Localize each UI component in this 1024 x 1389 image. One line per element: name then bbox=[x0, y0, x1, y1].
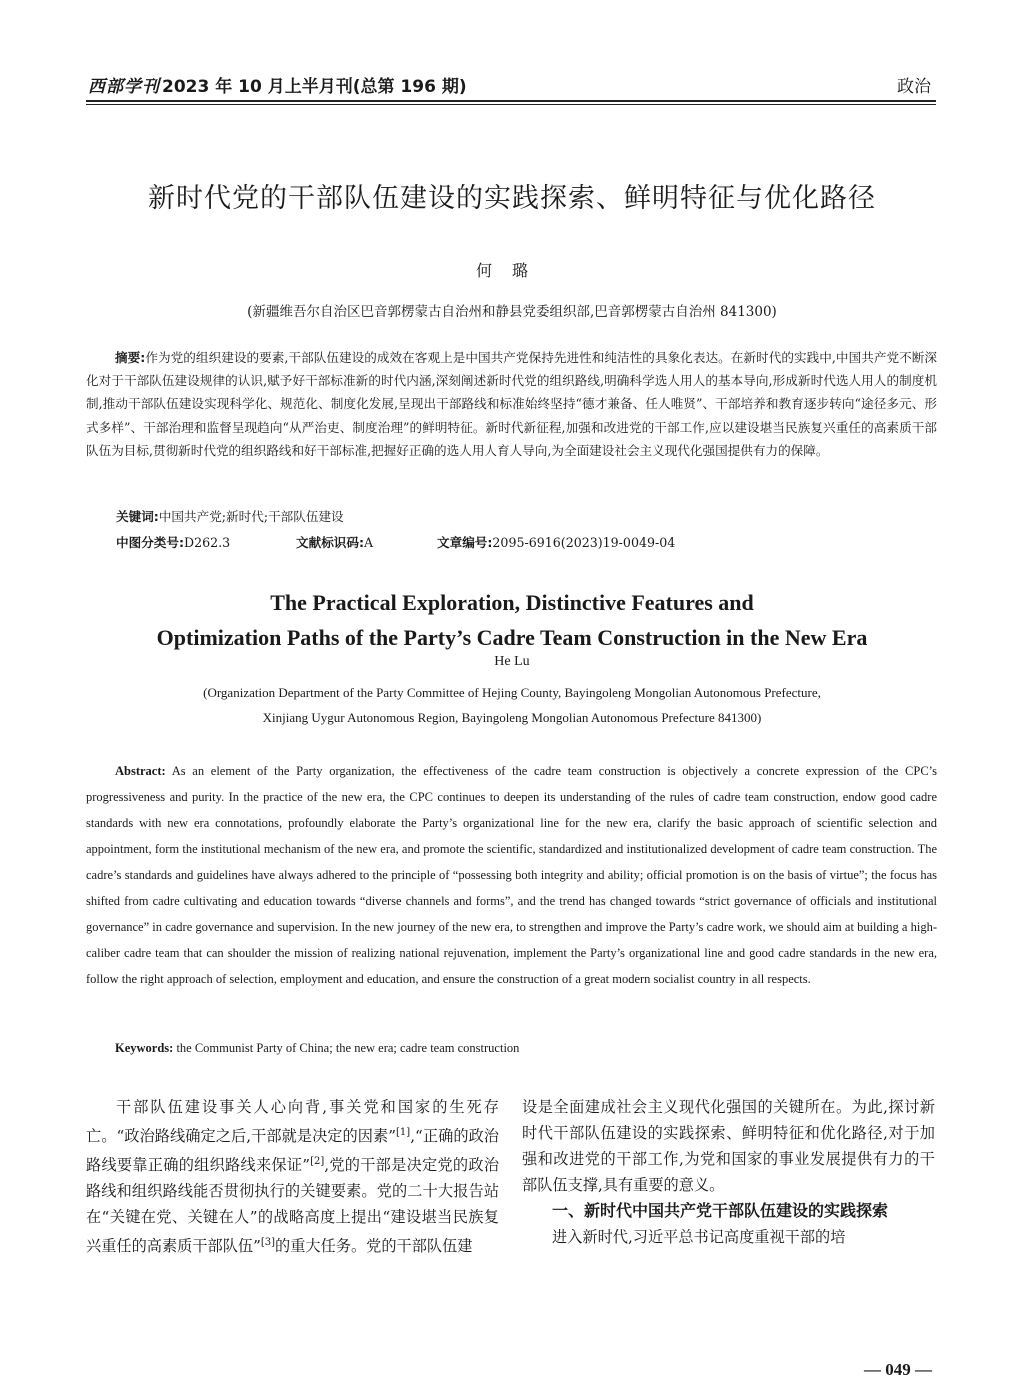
keywords-en-text: the Communist Party of China; the new era; cadre team construction bbox=[176, 1041, 520, 1055]
article-number bbox=[437, 532, 675, 551]
affiliation-en bbox=[0, 680, 1024, 730]
body-text: ,党的干部是决定党的政治路线和组织路线能否贯彻执行的关键要素。党的二十大报告站在“关键在党、关键在人”的战略高度上提出“建设堪当民族复兴重任的高素质干部队伍” bbox=[86, 1156, 500, 1256]
article-title-cn: 新时代党的干部队伍建设的实践探索、鲜明特征与优化路径 bbox=[148, 183, 876, 214]
journal-issue: 2023 年 10 月上半月刊(总第 196 期) bbox=[162, 77, 467, 97]
citation-ref: [1] bbox=[396, 1127, 411, 1138]
abstract-en bbox=[86, 758, 937, 992]
body-text: 干部队伍建设事关人心向背,事关党和国家的生死存亡。“政治路线确定之后,干部就是决定的因素” bbox=[86, 1098, 499, 1146]
body-text: 的重大任务。党的干部队伍建 bbox=[275, 1237, 473, 1256]
keywords-en-label: Keywords: bbox=[115, 1041, 174, 1055]
journal-header bbox=[88, 72, 467, 97]
author-en: He Lu bbox=[494, 654, 530, 669]
header-rule-thin bbox=[86, 104, 936, 105]
header-rule bbox=[86, 100, 936, 102]
section-label: 政治 bbox=[897, 77, 931, 97]
abstract-cn-text: 作为党的组织建设的要素,干部队伍建设的成效在客观上是中国共产党保持先进性和纯洁性的具象化表达。在新时代的实践中,中国共产党不断深化对于干部队伍建设规律的认识,赋予好干部标准新的时代内涵,深刻阐述新时代党的组织路线,明确科学选人用人的基本导向,形成新时代选人用人的制度机制,推动干部队伍建设实现科学化、规范化、制度化发展,呈现出干部路线和标准始终坚持“德才兼备、任人唯贤”、干部培养和教育逐步转向“途径多元、形式多样”、干部治理和监督呈现趋向“从严治吏、制度治理”的鲜明特征。新时代新征程,加强和改进党的干部工作,应以建设堪当民族复兴重任的高素质干部队伍为目标,贯彻新时代党的组织路线和好干部标准,把握好正确的选人用人育人导向,为全面建设社会主义现代化强国提供有力的保障。 bbox=[86, 350, 937, 458]
title-en-line1: The Practical Exploration, Distinctive Features and bbox=[270, 590, 754, 615]
document-code bbox=[296, 532, 373, 551]
citation-ref: [2] bbox=[310, 1156, 325, 1168]
abstract-cn bbox=[86, 346, 937, 462]
journal-brand: 西部学刊 bbox=[88, 77, 160, 97]
abstract-en-label: Abstract: bbox=[115, 764, 166, 778]
body-column-right bbox=[522, 1094, 935, 1250]
keywords-cn-text: 中国共产党;新时代;干部队伍建设 bbox=[158, 509, 344, 524]
section-heading: 一、新时代中国共产党干部队伍建设的实践探索 bbox=[552, 1201, 889, 1220]
title-en-line2: Optimization Paths of the Party’s Cadre Team Construction in the New Era bbox=[156, 625, 868, 650]
clc-label: 中图分类号: bbox=[116, 535, 185, 550]
doc-label: 文献标识码: bbox=[296, 535, 365, 550]
art-value: 2095-6916(2023)19-0049-04 bbox=[492, 535, 676, 550]
keywords-cn-label: 关键词: bbox=[116, 509, 159, 524]
citation-ref: [3] bbox=[260, 1237, 275, 1249]
keywords-cn bbox=[116, 506, 344, 525]
body-text: ,“正确的政治路线要靠正确的组织路线来保证” bbox=[86, 1127, 499, 1175]
clc-value: D262.3 bbox=[184, 535, 231, 550]
article-title-en bbox=[0, 585, 1024, 655]
affiliation-en-line2: Xinjiang Uygur Autonomous Region, Bayingoleng Mongolian Autonomous Prefecture 841300) bbox=[262, 710, 762, 725]
body-paragraph: 设是全面建成社会主义现代化强国的关键所在。为此,探讨新时代干部队伍建设的实践探索、鲜明特征和优化路径,对于加强和改进党的干部工作,为党和国家的事业发展提供有力的干部队伍支撑,具有重要的意义。 bbox=[522, 1098, 935, 1194]
page-number: — 049 — bbox=[864, 1360, 932, 1379]
doc-value: A bbox=[364, 535, 374, 550]
art-label: 文章编号: bbox=[437, 535, 493, 550]
abstract-cn-label: 摘要: bbox=[115, 350, 146, 365]
body-paragraph bbox=[86, 1094, 499, 1259]
keywords-en bbox=[115, 1041, 519, 1056]
abstract-en-text: As an element of the Party organization, the effectiveness of the cadre team construction is objectively a concrete expression of the CPC’s progressiveness and purity. In the practice of the new era, the CPC continues to deepen its understanding of the rules of cadre team construction, endow good cadre standards with new era connotations, profoundly elaborate the Party’s organizational line for the new era, clarify the basic approach of scientific selection and appointment, form the institutional mechanism of the new era, and promote the scientific, standardized and institutionalized development of cadre team construction. The cadre’s standards and guidelines have always adhered to the principle of “possessing both integrity and ability; official promotion is on the basis of virtue”; the focus has shifted from cadre cultivating and education towards “diverse channels and forms”, and the trend has changed towards “strict governance of officials and institutional governance” in cadre governance and supervision. In the new journey of the new era, to strengthen and improve the Party’s cadre work, we should aim at building a high-caliber cadre team that can shoulder the mission of realizing national rejuvenation, implement the Party’s organizational line and good cadre standards in the new era, follow the right approach of selection, employment and education, and ensure the construction of a great modern socialist country in all respects. bbox=[86, 764, 937, 986]
affiliation-cn: (新疆维吾尔自治区巴音郭楞蒙古自治州和静县党委组织部,巴音郭楞蒙古自治州 841300) bbox=[247, 304, 777, 320]
author-cn: 何璐 bbox=[475, 261, 548, 280]
clc-number bbox=[116, 532, 230, 551]
body-column-left bbox=[86, 1094, 499, 1259]
affiliation-en-line1: (Organization Department of the Party Committee of Hejing County, Bayingoleng Mongolian Autonomous Prefecture, bbox=[203, 685, 821, 700]
body-paragraph: 进入新时代,习近平总书记高度重视干部的培 bbox=[552, 1228, 846, 1246]
